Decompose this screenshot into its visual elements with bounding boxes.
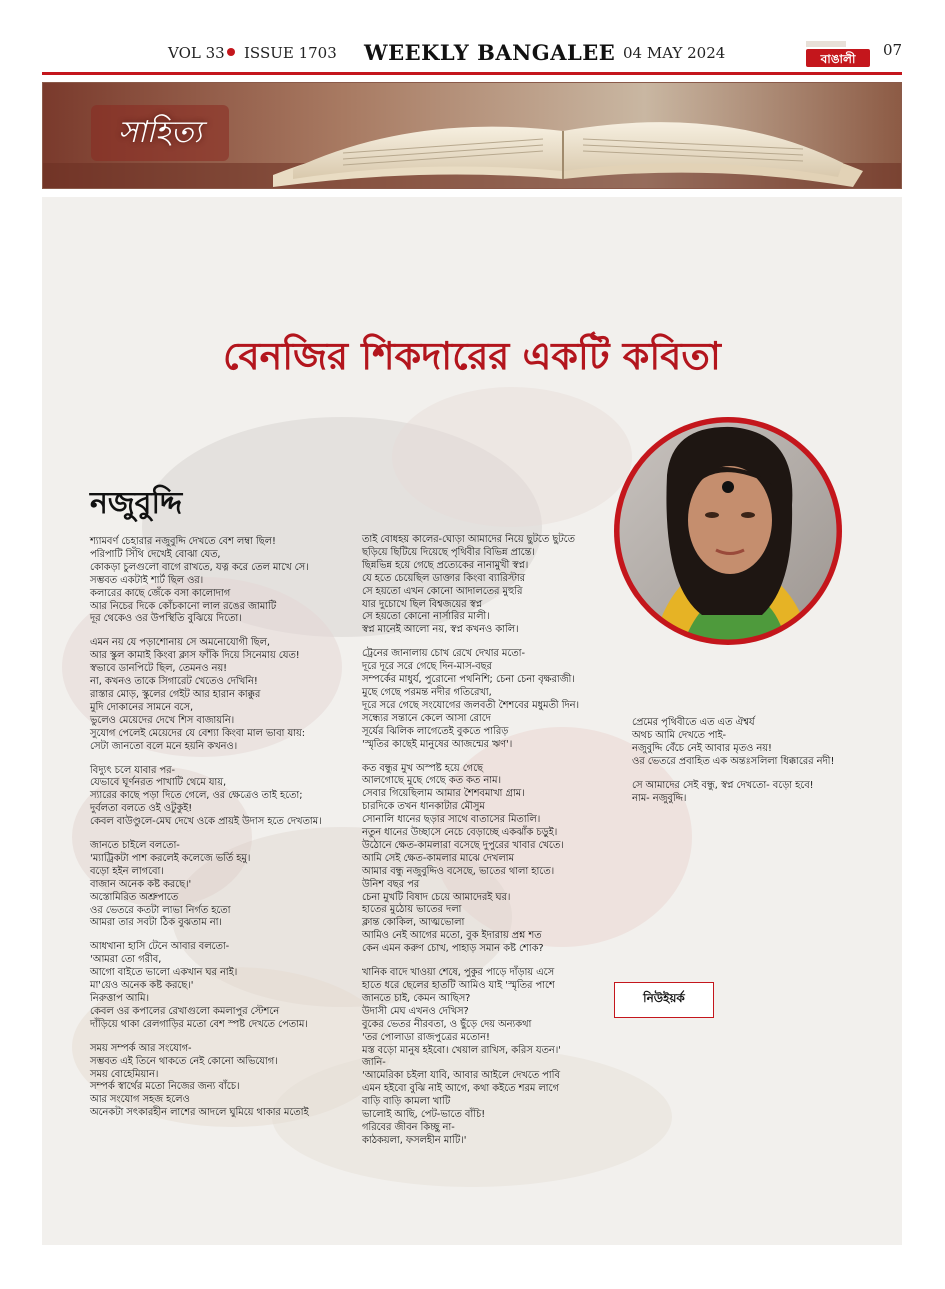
poem-stanza — [632, 717, 897, 769]
poem-line: 'তর পোলাডা রাজপুত্রের মতোন! — [362, 1031, 490, 1043]
poem-line: সে হয়তো এখন কোনো আদালতের মুহুরি — [362, 585, 523, 597]
poem-line: হাতের মুঠোয় ভাতের দলা — [362, 904, 462, 916]
poem-line: কোকড়া চুলগুলো বাগে রাখতে, যত্ন করে তেল মাখে সে। — [90, 561, 309, 573]
poem-stanza — [362, 648, 662, 751]
poem-line: দূরে সরে গেছে সংযোগের জলবতী শৈশবের মধুমতী দিন। — [362, 699, 580, 711]
poem-line: আধখানা হাসি টেনে আবার বলতো- — [90, 941, 230, 953]
poem-line: মুদি দোকানের সামনে বসে, — [90, 701, 194, 713]
poem-line: দাঁড়িয়ে থাকা রেলগাড়ির মতো বেশ স্পষ্ট দেখতে পেতাম। — [90, 1018, 308, 1030]
poem-line: জানি- — [362, 1057, 386, 1069]
poem-line: নাম- নজুবুদ্দি। — [632, 792, 687, 804]
poem-line: শ্যামবর্ণ চেহারার নজুবুদ্দি দেখতে বেশ লম্বা ছিল! — [90, 536, 276, 547]
poem-line: মুছে গেছে পরমন্ত নদীর গতিরেখা, — [362, 686, 492, 698]
poem-stanza — [362, 534, 662, 637]
poem-line: ওর ভেতরে প্রবাহিত এক অন্তঃসলিলা ধিক্কারের নদী! — [632, 755, 835, 767]
poem-stanza — [90, 637, 375, 753]
poem-line: সোনালি ধানের ছড়ার সাথে বাতাসের মিতালি। — [362, 814, 541, 826]
poem-column-2 — [362, 534, 662, 1159]
article-panel — [42, 197, 902, 1245]
poem-line: আর সংযোগ সহজ হলেও — [90, 1094, 190, 1106]
poem-line: খানিক বাদে খাওয়া শেষে, পুকুর পাড়ে দাঁড়ায় এসে — [362, 967, 555, 979]
poem-line: সেবার গিয়েছিলাম আমার শৈশবমাখা গ্রাম। — [362, 788, 525, 800]
poem-line: আর স্কুল কামাই কিংবা ক্লাস ফাঁকি দিয়ে সিনেমায় যেত! — [90, 650, 300, 662]
poem-stanza — [362, 763, 662, 957]
masthead — [0, 0, 945, 76]
poem-line: উঠোনে ক্ষেত-কামলারা বসেছে দুপুরের খাবার খেতে। — [362, 839, 564, 851]
section-label: সাহিত্য — [117, 114, 203, 150]
poem-line: 'স্মৃতির কাছেই মানুষের আজন্মের ঋণ'। — [362, 738, 513, 750]
poem-line: 'আমরা তো গরীব, — [90, 954, 162, 966]
publication-logo — [804, 37, 872, 69]
poem-line: সুযোগ পেলেই মেয়েদের যে বেশ্যা কিংবা মাল ভাবা যায়: — [90, 727, 306, 739]
poem-line: দূর থেকেও ওর উপস্থিতি বুঝিয়ে দিতো। — [90, 613, 242, 625]
poem-line: উদাসী মেঘ এখনও দেখিস? — [362, 1005, 469, 1017]
poem-line: অস্তোমিরিত অশ্রুপাতে — [90, 891, 179, 903]
poem-line: এমন নয় যে পড়াশোনায় সে অমনোযোগী ছিল, — [90, 637, 270, 649]
poem-line: আমিও নেই আগের মতো, বুক ইদারায় প্রশ্ন শত — [362, 930, 542, 942]
section-banner — [42, 82, 902, 189]
poem-line: যে হতে চেয়েছিল ডাক্তার কিংবা ব্যারিস্টার — [362, 572, 526, 584]
poem-line: কেবল ওর কপালের রেখাগুলো কমলাপুর স্টেশনে — [90, 1005, 280, 1017]
poem-line: সেটা জানতো বলে মনে হয়নি কখনও। — [90, 740, 238, 752]
poem-line: সে হয়তো কোনো নার্সারির মালী। — [362, 611, 490, 623]
poem-stanza — [90, 765, 375, 830]
poem-stanza — [90, 536, 375, 626]
poem-line: ওর ভেতরে কতটা লাভা নির্গত হতো — [90, 904, 231, 916]
poem-column-1 — [90, 536, 375, 1131]
poem-line: জানতে চাই, কেমন আছিস? — [362, 992, 471, 1004]
poem-stanza — [632, 780, 897, 806]
poem-line: অনেকটা সৎকারহীন লাশের আদলে ঘুমিয়ে থাকার মতোই — [90, 1107, 309, 1119]
poem-line: ছড়িয়ে ছিটিয়ে দিয়েছে পৃথিবীর বিভিন্ন প্রান্তে। — [362, 546, 535, 558]
poem-line: গরিবের জীবন কিচ্ছু না- — [362, 1121, 455, 1133]
publication-title: WEEKLY BANGALEE — [364, 40, 616, 65]
poem-line: কেন এমন করুণ চোখ, পাহাড় সমান কষ্ট শোক? — [362, 943, 544, 955]
poem-line: ছিন্নভিন্ন হয়ে গেছে প্রত্যেকের নানামুখী স্বপ্ন। — [362, 559, 529, 571]
poem-line: নিরুত্তাপ আমি। — [90, 993, 149, 1004]
poem-line: ভুলেও মেয়েদের দেখে শিস বাজায়নি। — [90, 714, 235, 726]
poem-line: না, কখনও তাকে সিগারেট খেতেও দেখিনি! — [90, 676, 258, 688]
author-location: নিউইয়র্ক — [614, 982, 714, 1018]
poem-line: কত বন্ধুর মুখ অস্পষ্ট হয়ে গেছে — [362, 762, 483, 774]
issue-number: ISSUE 1703 — [244, 44, 337, 62]
poem-line: 'ম্যাট্রিকটা পাশ করলেই কলেজে ভর্তি হমু। — [90, 852, 251, 864]
poem-line: হাতে ধরে ছেলের হাতটি আমিও যাই 'স্মৃতির পাশে — [362, 980, 555, 991]
poem-line: কাঠকয়লা, ফসলহীন মাটি।' — [362, 1134, 467, 1146]
poem-line: আমি সেই ক্ষেত-কামলার মাঝে দেখলাম — [362, 852, 514, 864]
poem-line: স্বপ্ন মানেই আলো নয়, স্বপ্ন কখনও কালি। — [362, 624, 519, 636]
poem-line: ট্রেনের জানালায় চোখ রেখে দেখার মতো- — [362, 648, 526, 660]
poem-line: সম্পর্কের মাধুর্য, পুরোনো পথনিশি; চেনা চেনা বৃক্ষরাজী। — [362, 674, 575, 686]
poem-stanza — [90, 941, 375, 1031]
poem-stanza — [90, 840, 375, 930]
poem-line: প্রেমের পৃথিবীতে এত এত ঐশ্বর্য — [632, 717, 755, 728]
poem-line: তাই বোধহয় কালের-ঘোড়া আমাদের নিয়ে ছুটতে ছুটতে — [362, 534, 575, 545]
poem-line: সময় বোহেমিয়ান। — [90, 1068, 159, 1080]
poem-line: যেভাবে ঘূর্ণনরত পাখাটি থেমে যায়, — [90, 777, 227, 789]
poem-title: নজুবুদ্দি — [90, 486, 183, 521]
poem-line: বাড়ি বাড়ি কামলা খাটি — [362, 1096, 451, 1108]
poem-line: পরিপাটি সিঁথি দেখেই বোঝা যেত, — [90, 548, 221, 560]
issue-date: 04 MAY 2024 — [623, 44, 726, 62]
poem-line: মা'য়েও অনেক কষ্ট করছে।' — [90, 980, 194, 992]
poem-line: কলারের কাছে জেঁকে বসা কালোদাগ — [90, 587, 231, 599]
poem-line: বড়ো হইন লাগবো। — [90, 865, 164, 877]
poem-line: নতুন ধানের উচ্ছাসে নেচে বেড়াচ্ছে একঝাঁক চড়ুই। — [362, 827, 558, 839]
poem-line: অথচ আমি দেখতে পাই- — [632, 729, 727, 741]
poem-line: বিদ্যুৎ চলে যাবার পর- — [90, 764, 176, 776]
masthead-rule — [42, 72, 902, 75]
poem-line: আমার বন্ধু নজুবুদ্দিও বসেছে, ভাতের থালা হাতে। — [362, 865, 555, 877]
poem-line: এমন হইবো বুঝি নাই আগে, কথা কইতে শরম লাগে — [362, 1083, 559, 1095]
poem-line: দূরে দূরে সরে গেছে দিন-মাস-বছর — [362, 661, 492, 673]
poem-line: সময় সম্পর্ক আর সংযোগ- — [90, 1042, 192, 1054]
page-number: 07 — [883, 41, 903, 59]
poem-line: রাস্তার মোড়, স্কুলের গেইট আর হারান কাক্কুর — [90, 688, 261, 700]
separator-dot — [227, 48, 235, 56]
poem-line: উনিশ বছর পর — [362, 878, 420, 890]
poem-line: সে আমাদের সেই বন্ধু, স্বপ্ন দেখতো- বড়ো হবে! — [632, 779, 814, 791]
poem-line: স্যারের কাছে পড়া দিতে গেলে, ওর ক্ষেত্রেও তাই হতো; — [90, 790, 303, 802]
poem-line: সন্ধ্যের সন্তানে কেলে আসা রোদে — [362, 712, 491, 724]
poem-line: কেবল বাউণ্ডুলে-মেঘ দেখে ওকে প্রায়ই উদাস হতে দেখতাম। — [90, 816, 322, 828]
poem-line: সম্পর্ক স্বার্থের মতো নিজের জন্য বাঁচে। — [90, 1081, 240, 1093]
poem-line: বাজান অনেক কষ্ট করছে।' — [90, 878, 192, 890]
poem-line: আর নিচের দিকে কোঁচকানো লাল রঙের জামাটি — [90, 600, 277, 612]
poem-line: 'আমেরিকা চইলা যাবি, আবার আইলে দেখতে পাবি — [362, 1070, 560, 1082]
poem-column-3 — [632, 717, 897, 816]
poem-line: আগো বাইতে ভালো একখান ঘর নাই। — [90, 967, 238, 979]
poem-line: বুকের ভেতর নীরবতা, ও ছুঁড়ে দেয় অন্যকথা — [362, 1018, 532, 1030]
poem-line: স্বভাবে ডানপিটে ছিল, তেমনও নয়! — [90, 663, 228, 675]
logo-text: বাঙালী — [820, 52, 856, 66]
poem-stanza — [90, 1043, 375, 1120]
poem-line: মস্ত বড়ো মানুষ হইবো। খেয়াল রাখিস, করিস যতন।' — [362, 1044, 561, 1056]
poem-line: চেনা মুখটি বিষাদ চেয়ে আমাদেরই ঘর। — [362, 891, 511, 903]
poem-line: ক্লান্ত কোকিল, আত্মভোলা — [362, 917, 465, 929]
poem-line: চারদিকে তখন ধানকাটার মৌসুম — [362, 801, 485, 813]
poem-line: জানতে চাইলে বলতো- — [90, 840, 180, 852]
poem-line: নজুবুদ্দি বেঁচে নেই আবার মৃতও নয়! — [632, 742, 772, 754]
poem-line: আমরা তার সবটা ঠিক বুঝতাম না। — [90, 917, 222, 929]
article-headline: বেনজির শিকদারের একটি কবিতা — [223, 333, 721, 378]
volume-number: VOL 33 — [168, 44, 225, 62]
poem-line: সম্ভবত একটাই শার্ট ছিল ওর। — [90, 574, 204, 586]
poem-line: যার দুচোখে ছিল বিশ্বজয়ের স্বপ্ন — [362, 598, 483, 610]
poem-line: দুর্বলতা বলতে ওই ওটুকুই! — [90, 803, 193, 815]
poem-line: সূর্যের ঝিলিক লাগেতেই বুকতে পারিড় — [362, 725, 509, 737]
poem-line: আলগোছে মুছে গেছে কত কত নাম। — [362, 775, 501, 787]
poem-line: সম্ভবত এই তিনে থাকতে নেই কোনো অভিযোগ। — [90, 1055, 278, 1067]
poem-line: ভালোই আছি, পেট-ভাতে বাঁচি! — [362, 1109, 486, 1121]
